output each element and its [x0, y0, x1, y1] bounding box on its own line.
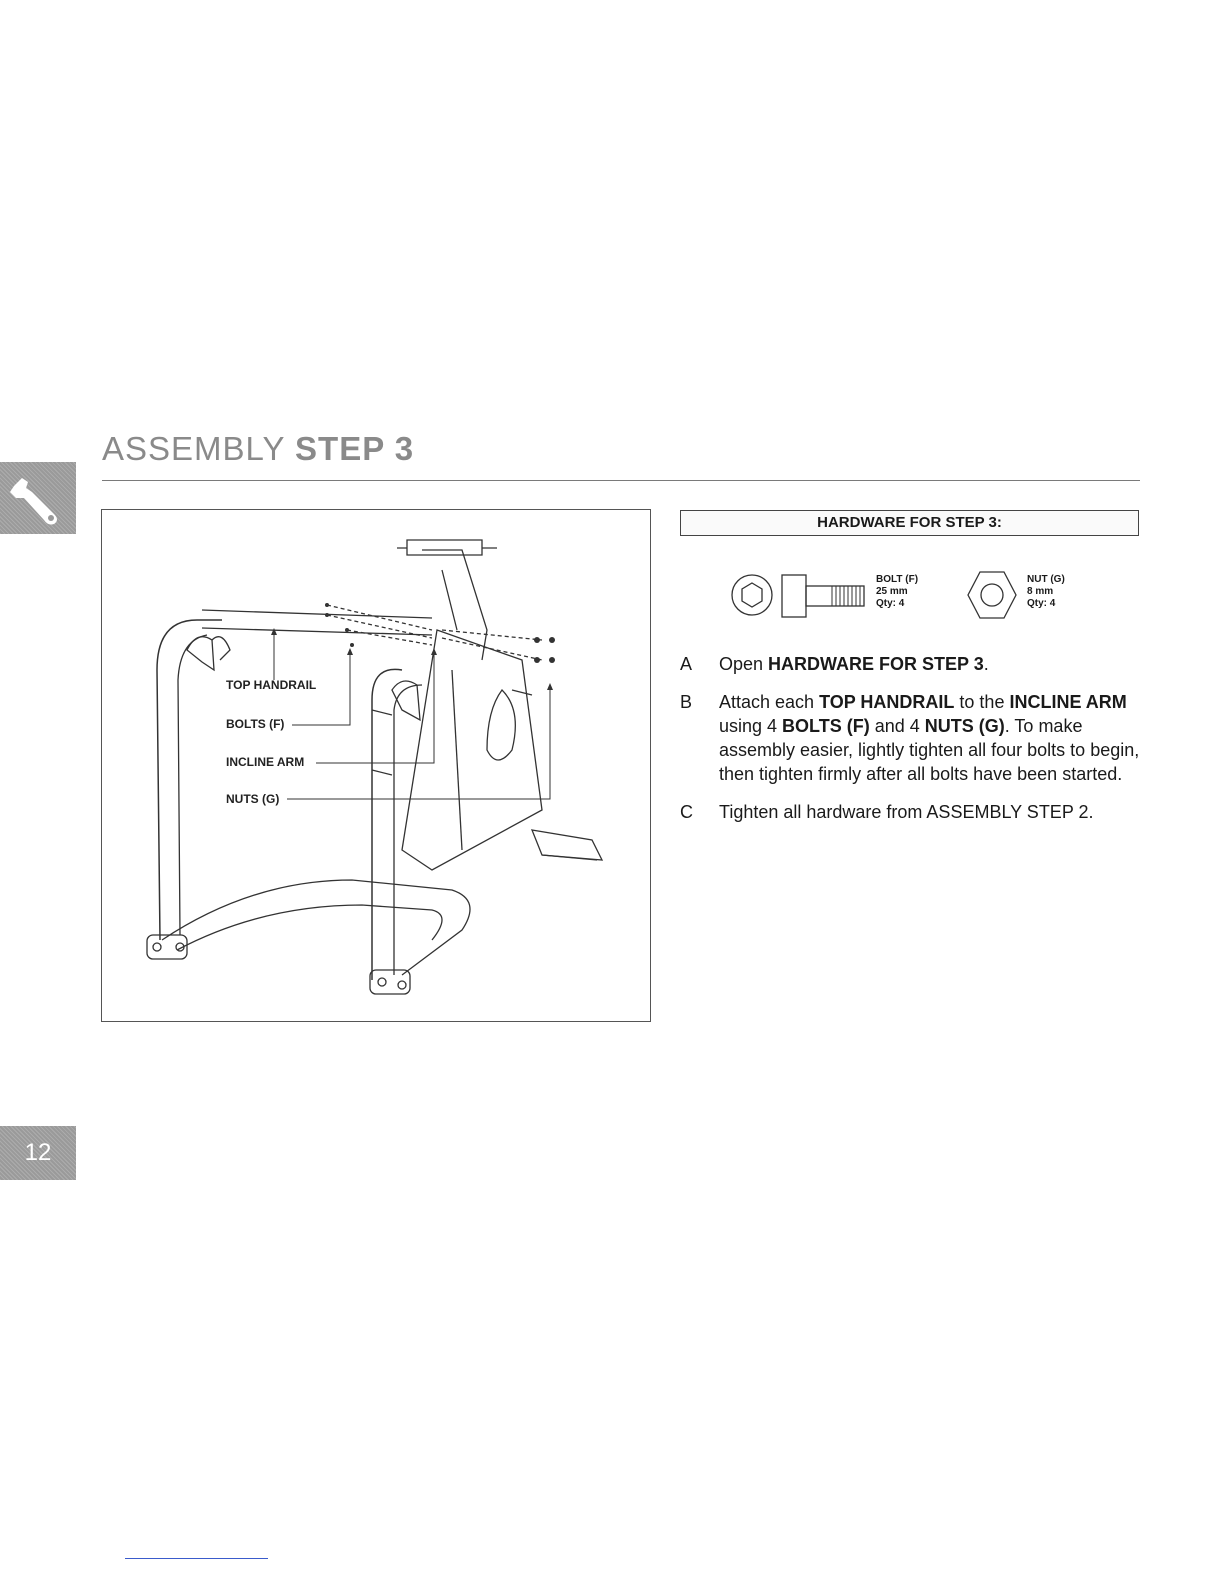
bolt-name: BOLT (F)	[876, 574, 919, 585]
step-a	[680, 652, 1140, 676]
step-letter: A	[680, 654, 693, 674]
bolt-icon	[728, 566, 868, 622]
wrench-icon	[6, 468, 70, 528]
footer-line	[125, 1558, 268, 1559]
callout-incline-arm: INCLINE ARM	[226, 755, 305, 769]
callout-top-handrail: TOP HANDRAIL	[226, 678, 317, 692]
step-emphasis: TOP HANDRAIL	[819, 692, 955, 712]
step-text: Attach each	[719, 692, 820, 712]
callout-bolts: BOLTS (F)	[226, 717, 285, 731]
assembly-figure	[101, 509, 651, 1022]
step-text: using 4	[719, 716, 783, 736]
page-number-tab	[0, 1126, 76, 1180]
bolt-size: 25 mm	[876, 586, 908, 597]
step-c	[680, 800, 1140, 824]
nut-spec	[1027, 574, 1065, 610]
step-emphasis: BOLTS (F)	[782, 716, 870, 736]
bolt-spec	[876, 574, 918, 610]
page-number: 12	[24, 1139, 52, 1166]
step-letter: B	[680, 692, 693, 712]
step-emphasis: HARDWARE FOR STEP 3	[768, 654, 984, 674]
bolt-qty: Qty: 4	[876, 598, 905, 609]
nut-qty: Qty: 4	[1027, 598, 1056, 609]
exercise-bike-illustration	[102, 510, 652, 1023]
title-light: ASSEMBLY	[102, 430, 285, 467]
step-b	[680, 690, 1140, 786]
step-letter: C	[680, 802, 693, 822]
nut-icon	[966, 570, 1018, 620]
step-text: . To make assembly easier, lightly tighten all four bolts to begin, then tighten firmly after all bolts have been started.	[719, 716, 1140, 784]
hardware-title: HARDWARE FOR STEP 3:	[817, 514, 1002, 531]
step-text: Open	[719, 654, 769, 674]
instruction-steps	[680, 652, 1140, 838]
step-emphasis: INCLINE ARM	[1009, 692, 1127, 712]
title-bold: STEP 3	[295, 430, 415, 467]
nut-name: NUT (G)	[1027, 574, 1065, 585]
section-tab	[0, 462, 76, 534]
page-title	[102, 430, 414, 468]
title-divider	[102, 480, 1140, 481]
step-emphasis: NUTS (G)	[924, 716, 1005, 736]
nut-size: 8 mm	[1027, 586, 1054, 597]
step-text: to the	[954, 692, 1010, 712]
step-text: Tighten all hardware from ASSEMBLY STEP 2.	[719, 802, 1094, 822]
step-text: and 4	[869, 716, 925, 736]
hardware-header	[680, 510, 1139, 536]
callout-nuts: NUTS (G)	[226, 792, 280, 806]
step-text: .	[983, 654, 989, 674]
